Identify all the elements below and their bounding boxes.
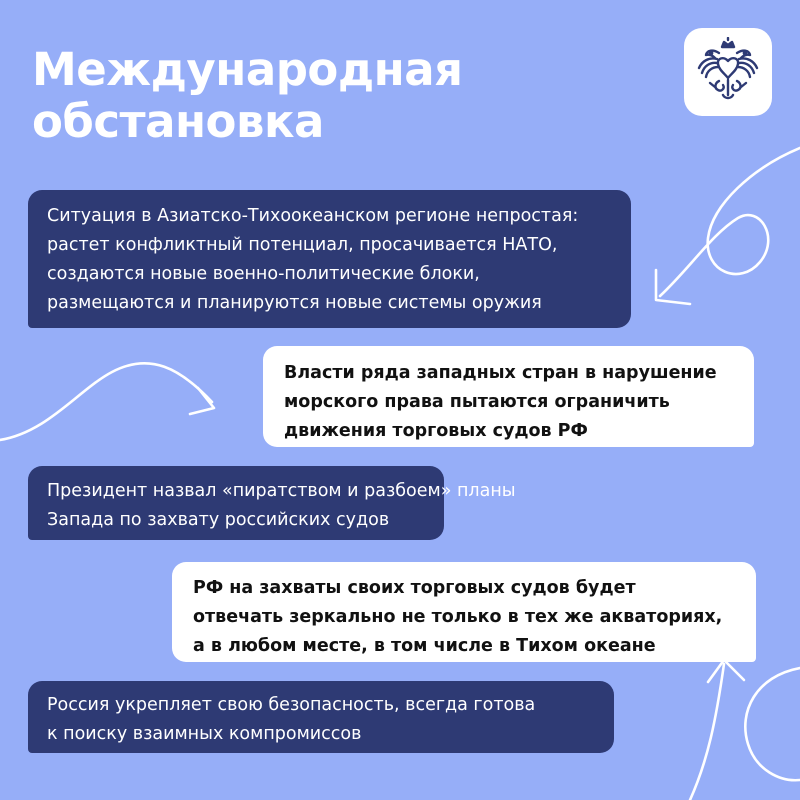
message-line: Власти ряда западных стран в нарушение — [284, 363, 717, 383]
message-line: Ситуация в Азиатско-Тихоокеанском регионе непростая: — [47, 206, 579, 226]
message-line: отвечать зеркально не только в тех же акваториях, — [193, 607, 723, 627]
arrowhead-left — [190, 388, 214, 414]
swoosh-left — [0, 363, 212, 440]
swoosh-bottom-right — [690, 664, 724, 800]
message-line: морского права пытаются ограничить — [284, 392, 670, 412]
message-bubble — [28, 190, 631, 328]
message-bubble — [28, 466, 516, 540]
emblem-tile — [684, 28, 772, 116]
title-line-1: Международная — [32, 43, 463, 96]
arrowhead-top-right — [656, 270, 690, 304]
message-bubble — [172, 562, 756, 662]
message-line: создаются новые военно-политические блоки, — [47, 264, 480, 284]
message-bubble — [263, 346, 754, 447]
message-line: размещаются и планируются новые системы оружия — [47, 293, 542, 313]
message-line: Россия укрепляет свою безопасность, всегда готова — [47, 695, 536, 715]
swoosh-top-right — [660, 148, 800, 296]
message-bubble — [28, 681, 614, 753]
message-line: РФ на захваты своих торговых судов будет — [193, 578, 636, 598]
message-line: Запада по захвату российских судов — [47, 510, 390, 530]
message-line: растет конфликтный потенциал, просачивается НАТО, — [47, 235, 558, 255]
message-line: к поиску взаимных компромиссов — [47, 724, 362, 744]
page-title — [32, 44, 463, 148]
arrowhead-bottom-right — [708, 660, 744, 682]
circle-arc-bottom-right — [745, 668, 800, 780]
double-headed-eagle-icon — [693, 37, 763, 107]
message-line: Президент назвал «пиратством и разбоем» планы — [47, 481, 516, 501]
message-line: движения торговых судов РФ — [284, 421, 588, 441]
message-line: а в любом месте, в том числе в Тихом океане — [193, 636, 656, 656]
title-line-2: обстановка — [32, 95, 324, 148]
